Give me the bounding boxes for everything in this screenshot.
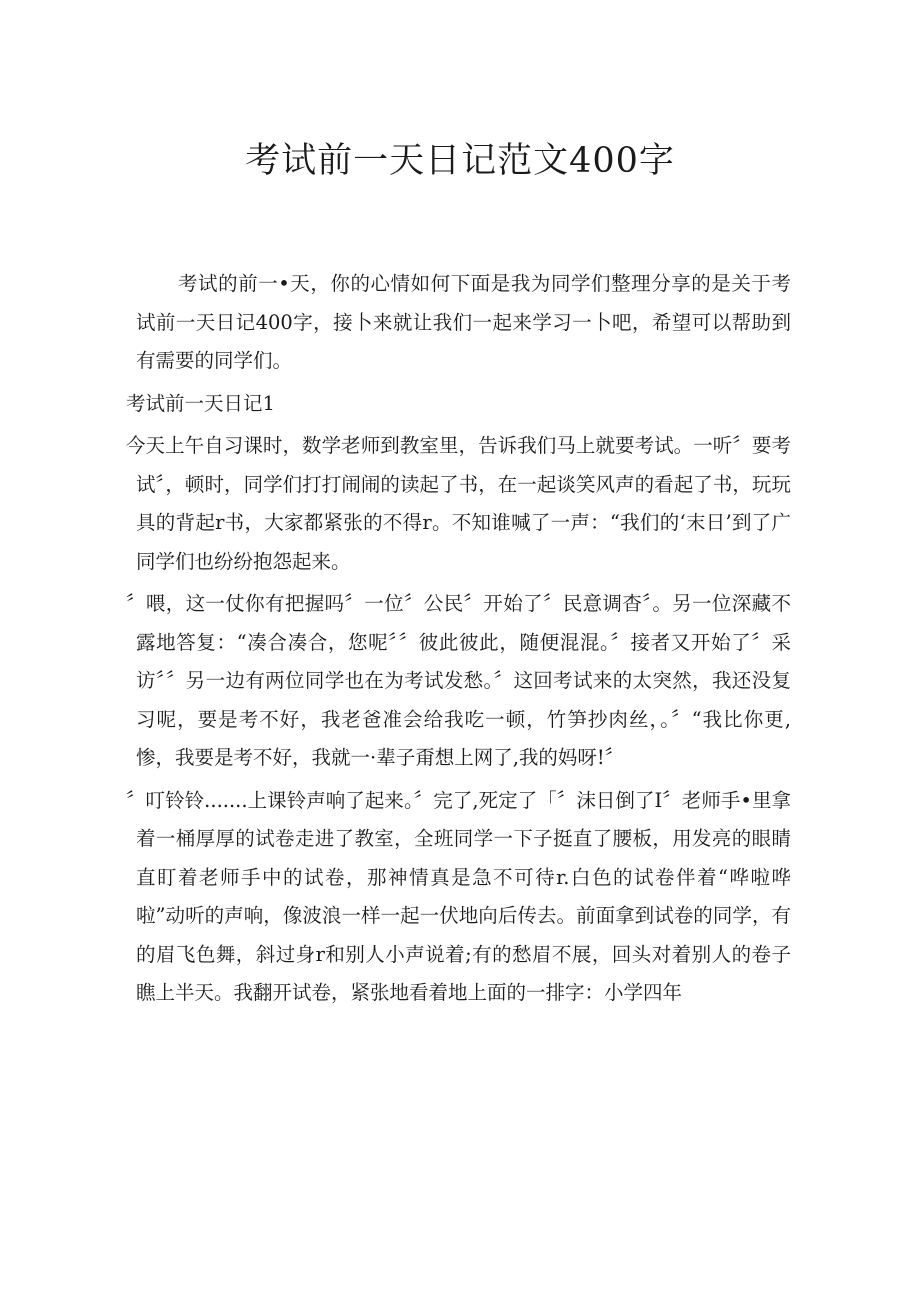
body-paragraph: 〞喂，这一仗你有把握吗〞一位〞公民〞开始了〞民意调杳〞。另一位深藏不露地答复：“凑合凑合，您呢〞〞彼此彼此，随便混混。〞接者又开始了〞采访〞〞另一边有两位同学也在为考试发愁。〞这回考试来的太突然，我还没复习呢，要是考不好，我老爸准会给我吃一顿，竹笋抄肉丝，。〞“我比你更,惨，我要是考不好，我就一·辈子甭想上网了,我的妈呀!〞 <box>126 592 791 769</box>
page-title: 考试前一天日记范文400字 <box>245 141 675 181</box>
document-body <box>126 265 791 1013</box>
body-paragraph: 今天上午自习课时，数学老师到教室里，告诉我们马上就要考试。一听〞要考试〞，顿时，同学们打打闹闹的读起了书，在一起谈笑风声的看起了书，玩玩具的背起r书，大家都紧张的不得r。不知谁喊了一声：“我们的‘末日’到了广同学们也纷纷抱怨起来。 <box>126 434 791 573</box>
intro-paragraph: 考试的前一•天，你的心情如何下面是我为同学们整理分享的是关于考试前一天日记400字，接卜来就让我们一起来学习一卜吧，希望可以帮助到有需要的同学们。 <box>136 272 791 372</box>
section-heading: 考试前一天日记1 <box>126 391 275 415</box>
body-paragraph: 〞叮铃铃.......上课铃声响了起来。〞完了,死定了「〞沫日倒了I〞老师手•里拿着一桶厚厚的试卷走进了教室，全班同学一下子挺直了腰板，用发亮的眼睛直盯着老师手中的试卷，那神情真是急不可待r.白色的试卷伴着“哗啦哗啦”动听的声响，像波浪一样一起一伏地向后传去。前面拿到试卷的同学，有的眉飞色舞，斜过身r和别人小声说着;有的愁眉不展，回头对着别人的卷子瞧上半天。我翻开试卷，紧张地看着地上面的一排字：小学四年 <box>126 788 791 1004</box>
